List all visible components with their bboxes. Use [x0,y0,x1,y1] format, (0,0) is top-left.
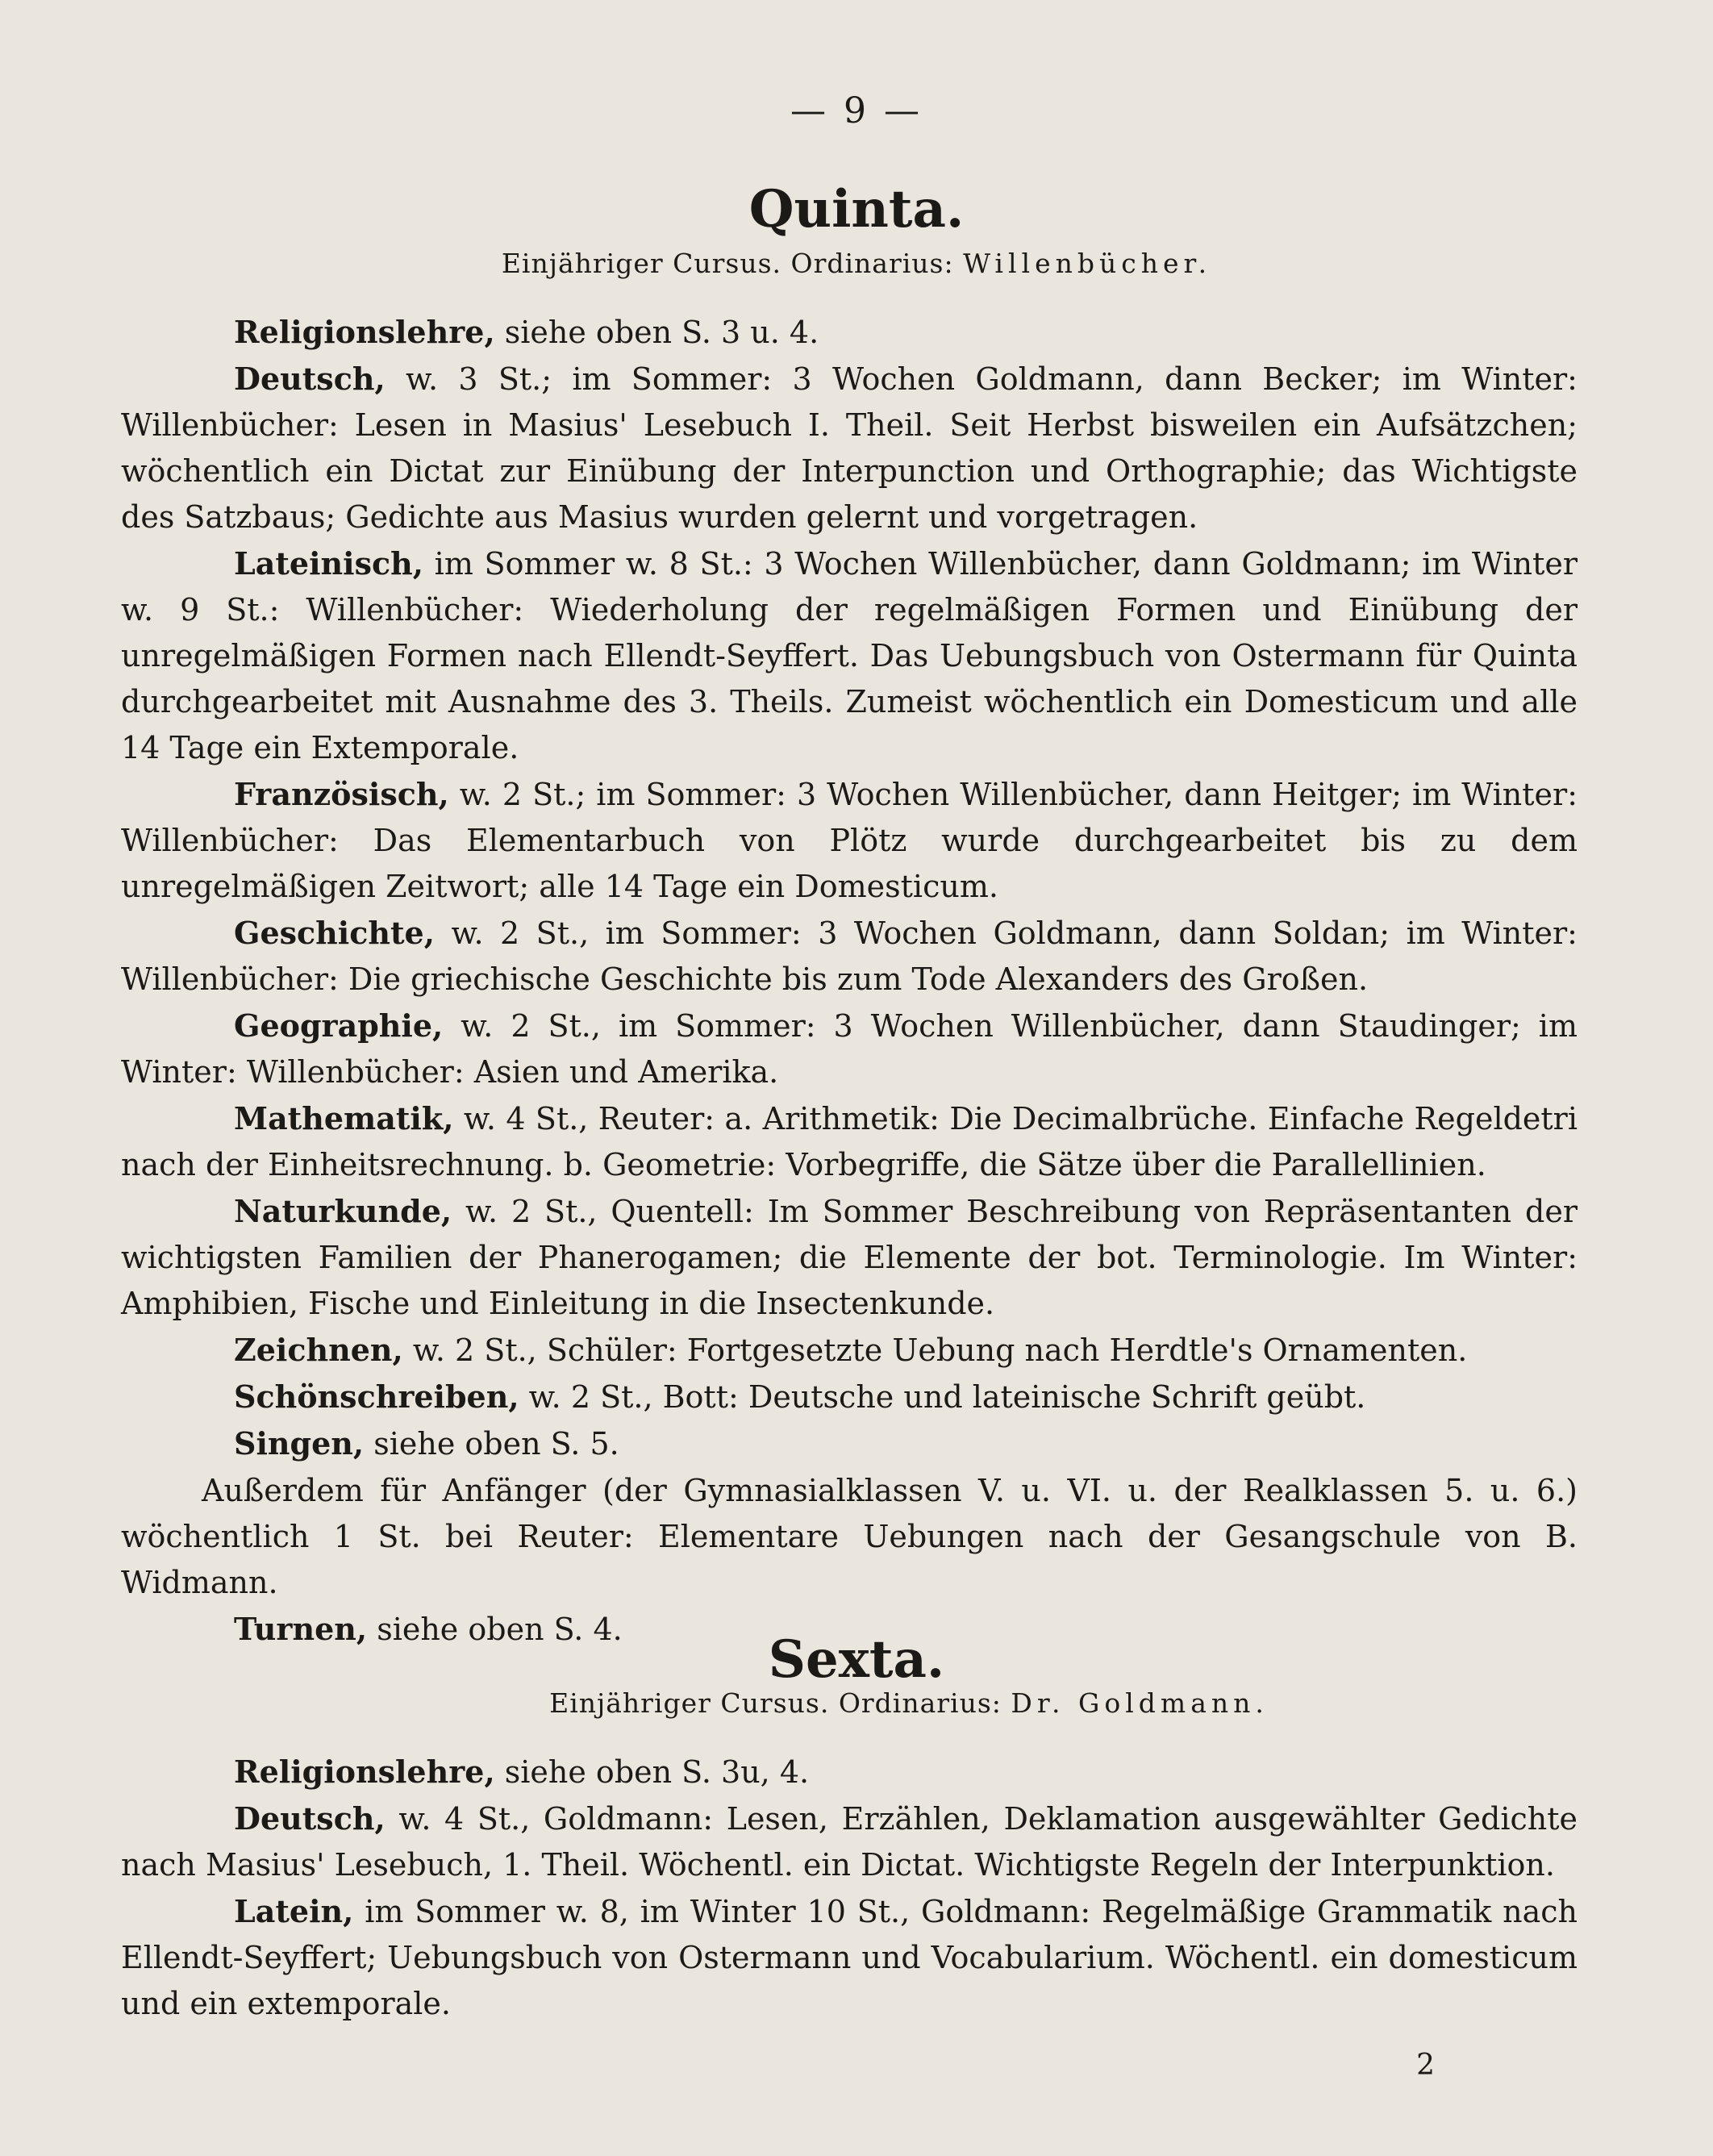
subject-singen-note: Außerdem für Anfänger (der Gymnasialklassen V. u. VI. u. der Realklassen 5. u. 6.) wöchentlich 1 St. bei Reuter: Elementare Uebungen nach der Gesangschule von B. Widmann. [121,1473,1578,1600]
sexta-ordinarius-label: Ordinarius: [838,1687,1002,1719]
subject-latein: Latein, im Sommer w. 8, im Winter 10 St., Goldmann: Regelmäßige Grammatik nach Ellendt-Seyffert; Uebungsbuch von Ostermann und Vocabularium. Wöchentl. ein domesticum und ein extemporale. [121,1893,1578,2021]
subject-turnen: Turnen, siehe oben S. 4. [234,1611,623,1647]
subject-zeichnen: Zeichnen, w. 2 St., Schüler: Fortgesetzte Uebung nach Herdtle's Ornamenten. [234,1332,1468,1368]
subject-religionslehre: Religionslehre, siehe oben S. 3u, 4. [234,1754,810,1790]
section-title-sexta: Sexta. [768,1629,945,1690]
subject-schoenschreiben: Schönschreiben, w. 2 St., Bott: Deutsche und lateinische Schrift geübt. [234,1378,1366,1415]
signature-mark: 2 [1416,2049,1435,2082]
quinta-ordinarius-label: Ordinarius: [790,248,954,279]
section-title-quinta: Quinta. [748,179,965,240]
subject-singen: Singen, siehe oben S. 5. [234,1425,619,1462]
page-number: — 9 — [790,90,923,131]
subject-religionslehre: Religionslehre, siehe oben S. 3 u. 4. [234,314,819,350]
sexta-subjects [121,1749,1578,2027]
subject-franzoesisch: Französisch, w. 2 St.; im Sommer: 3 Wochen Willenbücher, dann Heitger; im Winter: Willenbücher: Das Elementarbuch von Plötz wurde durchgearbeitet bis zu dem unregelmäßigen Zeitwort; alle 14 Tage ein Domesticum. [121,776,1578,904]
sexta-ordinarius-name: Dr. Goldmann. [1011,1687,1269,1719]
sexta-course-line [0,1687,1713,1719]
sexta-course: Einjähriger Cursus. [549,1687,830,1719]
subject-deutsch: Deutsch, w. 3 St.; im Sommer: 3 Wochen Goldmann, dann Becker; im Winter: Willenbücher: Lesen in Masius' Lesebuch I. Theil. Seit Herbst bisweilen ein Aufsätzchen; wöchentlich ein Dictat zur Einübung der Interpunction und Orthographie; das Wichtigste des Satzbaus; Gedichte aus Masius wurden gelernt und vorgetragen. [121,361,1578,535]
subject-lateinisch: Lateinisch, im Sommer w. 8 St.: 3 Wochen Willenbücher, dann Goldmann; im Winter w. 9 St.: Willenbücher: Wiederholung der regelmäßigen Formen und Einübung der unregelmäßigen Formen nach Ellendt-Seyffert. Das Uebungsbuch von Ostermann für Quinta durchgearbeitet mit Ausnahme des 3. Theils. Zumeist wöchentlich ein Domesticum und alle 14 Tage ein Extemporale. [121,545,1578,765]
subject-deutsch: Deutsch, w. 4 St., Goldmann: Lesen, Erzählen, Deklamation ausgewählter Gedichte nach Masius' Lesebuch, 1. Theil. Wöchentl. ein Dictat. Wichtigste Regeln der Interpunktion. [121,1800,1578,1883]
subject-naturkunde: Naturkunde, w. 2 St., Quentell: Im Sommer Beschreibung von Repräsentanten der wichtigsten Familien der Phanerogamen; die Elemente der bot. Terminologie. Im Winter: Amphibien, Fische und Einleitung in die Insectenkunde. [121,1193,1578,1321]
subject-mathematik: Mathematik, w. 4 St., Reuter: a. Arithmetik: Die Decimalbrüche. Einfache Regeldetri nach der Einheitsrechnung. b. Geometrie: Vorbegriffe, die Sätze über die Parallellinien. [121,1100,1578,1182]
subject-geschichte: Geschichte, w. 2 St., im Sommer: 3 Wochen Goldmann, dann Soldan; im Winter: Willenbücher: Die griechische Geschichte bis zum Tode Alexanders des Großen. [121,915,1578,997]
quinta-ordinarius-name: Willenbücher. [963,248,1212,279]
quinta-subjects [121,309,1578,1653]
subject-geographie: Geographie, w. 2 St., im Sommer: 3 Wochen Willenbücher, dann Staudinger; im Winter: Willenbücher: Asien und Amerika. [121,1007,1578,1090]
quinta-course-line [0,248,1713,279]
quinta-course: Einjähriger Cursus. [501,248,782,279]
